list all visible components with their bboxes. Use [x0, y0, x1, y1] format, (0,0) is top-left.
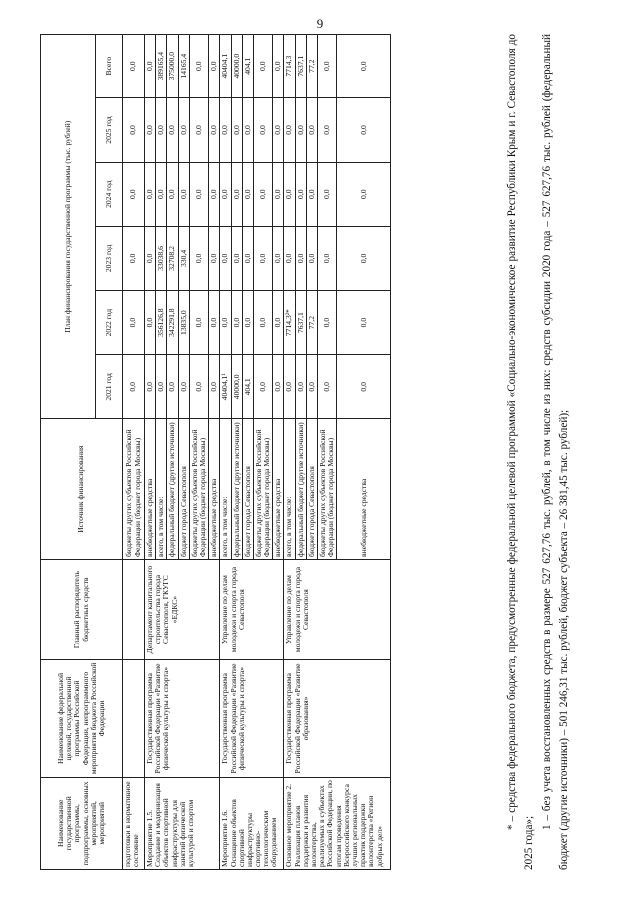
table-header-row	[41, 35, 96, 870]
header-distributor: Главный распорядитель бюджетных средств	[41, 559, 123, 659]
value-cell: 0,0	[145, 355, 156, 419]
table-row	[220, 35, 231, 870]
value-cell: 0,0	[231, 162, 242, 226]
header-total: Всего	[96, 35, 123, 98]
value-cell: 0,0	[209, 291, 220, 355]
value-cell: 0,0	[295, 355, 306, 419]
footnotes	[504, 34, 573, 870]
page-number: 9	[316, 16, 324, 31]
value-cell: 0,0	[284, 355, 295, 419]
source-cell: бюджеты других субъектов Российской Федерации (бюджет города Москвы)	[318, 419, 337, 559]
value-cell: 7714,3	[284, 35, 295, 98]
value-cell: 77,2	[306, 291, 317, 355]
source-cell: всего, в том числе:	[220, 419, 231, 559]
value-cell: 0,0	[189, 355, 208, 419]
source-cell: бюджеты других субъектов Российской Федерации (бюджет города Москвы)	[189, 419, 208, 559]
value-cell: 0,0	[337, 226, 391, 290]
financing-table	[40, 34, 391, 870]
value-cell: 0,0	[156, 355, 167, 419]
value-cell: 0,0	[156, 98, 167, 162]
value-cell: 0,0	[306, 98, 317, 162]
value-cell: 0,0	[123, 226, 145, 290]
value-cell: 0,0	[273, 355, 284, 419]
value-cell: 0,0	[145, 35, 156, 98]
value-cell: 7637,1	[295, 291, 306, 355]
empty-cell	[123, 559, 145, 659]
value-cell: 0,0	[123, 162, 145, 226]
empty-cell	[123, 660, 145, 777]
value-cell: 0,0	[178, 162, 189, 226]
value-cell: 375000,0	[167, 35, 178, 98]
header-year: 2024 год	[96, 162, 123, 226]
distributor: Управление по делам молодежи и спорта города Севастополя	[284, 559, 391, 659]
value-cell: 0,0	[189, 98, 208, 162]
value-cell: 0,0	[209, 355, 220, 419]
related-program: Государственная программа Российской Федерации «Развитие физической культуры и спорта»	[220, 660, 284, 777]
value-cell: 7637,1	[295, 35, 306, 98]
value-cell: 0,0	[145, 162, 156, 226]
value-cell: 0,0	[318, 162, 337, 226]
value-cell: 0,0	[253, 226, 272, 290]
value-cell: 40000,0	[231, 35, 242, 98]
related-program: Государственная программа Российской Федерации «Развитие физической культуры и спорта»	[145, 660, 220, 777]
header-year: 2025 год	[96, 98, 123, 162]
value-cell: 0,0	[123, 355, 145, 419]
value-cell: 40404,1¹	[220, 355, 231, 419]
value-cell: 0,0	[220, 98, 231, 162]
value-cell: 0,0	[306, 355, 317, 419]
source-cell: федеральный бюджет (другие источники)	[295, 419, 306, 559]
value-cell: 0,0	[231, 226, 242, 290]
value-cell: 14165,4	[178, 35, 189, 98]
value-cell: 0,0	[306, 162, 317, 226]
value-cell: 0,0	[189, 162, 208, 226]
value-cell: 0,0	[273, 162, 284, 226]
source-cell: бюджеты других субъектов Российской Федерации (бюджет города Москвы)	[123, 419, 145, 559]
source-cell: внебюджетные средства	[209, 419, 220, 559]
related-program: Государственная программа Российской Федерации «Развитие образования»	[284, 660, 391, 777]
row-name: подготовки в нормативное состояние	[123, 777, 145, 869]
value-cell: 0,0	[242, 291, 253, 355]
value-cell: 330,4	[178, 226, 189, 290]
value-cell: 0,0	[123, 35, 145, 98]
value-cell: 0,0	[123, 98, 145, 162]
value-cell: 0,0	[318, 355, 337, 419]
value-cell: 0,0	[253, 355, 272, 419]
header-source: Источник финансирования	[41, 419, 123, 559]
value-cell: 0,0	[145, 226, 156, 290]
value-cell: 0,0	[167, 98, 178, 162]
value-cell: 0,0	[253, 98, 272, 162]
value-cell: 0,0	[273, 35, 284, 98]
value-cell: 0,0	[273, 291, 284, 355]
value-cell: 0,0	[284, 98, 295, 162]
value-cell: 40404,1	[220, 35, 231, 98]
value-cell: 342291,8	[167, 291, 178, 355]
source-cell: бюджет города Севастополя	[178, 419, 189, 559]
value-cell: 13835,0	[178, 291, 189, 355]
value-cell: 356126,8	[156, 291, 167, 355]
footnote-star: * – средства федерального бюджета, предусмотренные федеральной целевой программой «Социально-экономическое развитие Республики Крым и г. Севастополя до 2025 года»;	[506, 34, 536, 870]
distributor: Департамент капитального строительства города Севастополя, ГКУГС «ЕДКС»	[145, 559, 220, 659]
value-cell: 0,0	[167, 162, 178, 226]
value-cell: 0,0	[220, 291, 231, 355]
value-cell: 0,0	[253, 162, 272, 226]
table-row	[123, 35, 145, 870]
value-cell: 0,0	[231, 291, 242, 355]
value-cell: 0,0	[295, 226, 306, 290]
value-cell: 0,0	[178, 355, 189, 419]
value-cell: 0,0	[306, 226, 317, 290]
source-cell: внебюджетные средства	[273, 419, 284, 559]
value-cell: 0,0	[337, 291, 391, 355]
value-cell: 0,0	[209, 162, 220, 226]
footnote-one: 1 – без учета восстановленных средств в размере 527 627,76 тыс. рублей, в том числе из них: средств субсидии 2020 года – 527 627,76 тыс. рублей (федеральный бюджет (другие источники) – 501 246,31 тыс. рублей, бюджет субъекта – 26 381,45 тыс. рублей);	[540, 34, 571, 870]
value-cell: 0,0	[145, 98, 156, 162]
value-cell: 0,0	[337, 98, 391, 162]
distributor: Управление по делам молодежи и спорта города Севастополя	[220, 559, 284, 659]
table-row	[284, 35, 295, 870]
value-cell: 0,0	[220, 162, 231, 226]
table-row	[145, 35, 156, 870]
value-cell: 389165,4	[156, 35, 167, 98]
source-cell: бюджеты других субъектов Российской Федерации (бюджет города Москвы)	[253, 419, 272, 559]
source-cell: внебюджетные средства	[337, 419, 391, 559]
rotated-page-content	[40, 30, 600, 870]
value-cell: 0,0	[318, 35, 337, 98]
activity-name: Основное мероприятие 2. Реализация планов поддержки и развития волонтерства, реализуемых в субъектах Российской Федерации, по итогам проведения Всероссийского конкурса лучших региональных практик поддержки волонтерства «Регион добрых дел»	[284, 777, 391, 869]
value-cell: 0,0	[231, 98, 242, 162]
value-cell: 0,0	[220, 226, 231, 290]
header-plan-group: План финансирования государственной программы (тыс. рублей)	[41, 35, 96, 419]
value-cell: 0,0	[242, 162, 253, 226]
value-cell: 0,0	[295, 98, 306, 162]
value-cell: 0,0	[253, 35, 272, 98]
value-cell: 0,0	[242, 226, 253, 290]
value-cell: 0,0	[189, 226, 208, 290]
value-cell: 0,0	[209, 35, 220, 98]
value-cell: 0,0	[318, 226, 337, 290]
header-year: 2021 год	[96, 355, 123, 419]
value-cell: 0,0	[318, 98, 337, 162]
header-year: 2022 год	[96, 291, 123, 355]
value-cell: 404,1	[242, 35, 253, 98]
value-cell: 32708,2	[167, 226, 178, 290]
value-cell: 77,2	[306, 35, 317, 98]
value-cell: 0,0	[145, 291, 156, 355]
value-cell: 0,0	[178, 98, 189, 162]
value-cell: 0,0	[209, 98, 220, 162]
source-cell: всего, в том числе:	[284, 419, 295, 559]
value-cell: 0,0	[242, 98, 253, 162]
value-cell: 0,0	[156, 162, 167, 226]
activity-name: Мероприятие 1.6. Оснащение объектов спортивной инфраструктуры спортивно-технологическим оборудованием	[220, 777, 284, 869]
value-cell: 0,0	[295, 162, 306, 226]
source-cell: всего, в том числе:	[156, 419, 167, 559]
value-cell: 0,0	[209, 226, 220, 290]
value-cell: 0,0	[189, 291, 208, 355]
activity-name: Мероприятие 1.5. Создание и модернизация объектов спортивной инфраструктуры для занятий физической культурой и спортом	[145, 777, 220, 869]
header-name: Наименование государственной программы, подпрограммы, основных мероприятий, мероприятий	[41, 777, 123, 869]
value-cell: 0,0	[253, 291, 272, 355]
value-cell: 0,0	[337, 355, 391, 419]
value-cell: 404,1	[242, 355, 253, 419]
value-cell: 0,0	[284, 162, 295, 226]
value-cell: 0,0	[284, 226, 295, 290]
value-cell: 33038,6	[156, 226, 167, 290]
source-cell: бюджет города Севастополя	[242, 419, 253, 559]
value-cell: 0,0	[337, 35, 391, 98]
value-cell: 0,0	[273, 226, 284, 290]
value-cell: 0,0	[123, 291, 145, 355]
value-cell: 40000,0	[231, 355, 242, 419]
source-cell: внебюджетные средства	[145, 419, 156, 559]
header-year: 2023 год	[96, 226, 123, 290]
value-cell: 0,0	[273, 98, 284, 162]
source-cell: федеральный бюджет (другие источники)	[231, 419, 242, 559]
source-cell: федеральный бюджет (другие источники)	[167, 419, 178, 559]
value-cell: 0,0	[167, 355, 178, 419]
source-cell: бюджет города Севастополя	[306, 419, 317, 559]
value-cell: 7714,3²*	[284, 291, 295, 355]
value-cell: 0,0	[189, 35, 208, 98]
header-related-program: Наименование федеральной целевой, государственной программы Российской Федерации, непрограммного мероприятия бюджета Российской Федерации	[41, 660, 123, 777]
value-cell: 0,0	[337, 162, 391, 226]
value-cell: 0,0	[318, 291, 337, 355]
